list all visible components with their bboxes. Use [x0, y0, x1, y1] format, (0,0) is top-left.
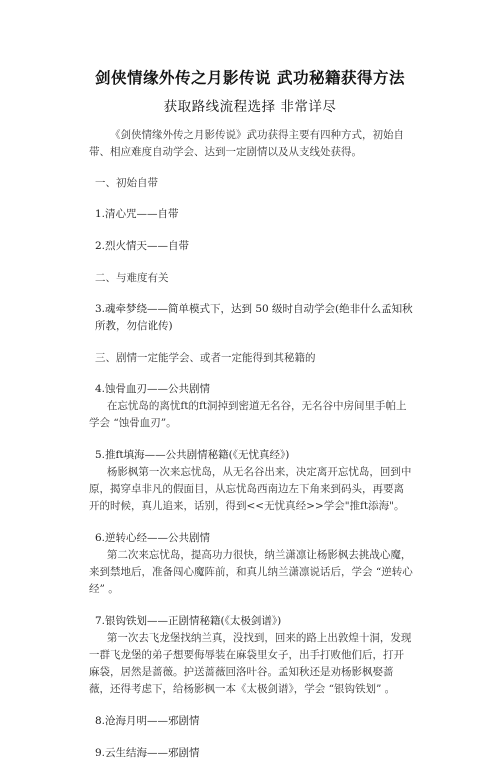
- list-item: [89, 238, 414, 255]
- item-heading: 8.沧海月明——邪剧情: [95, 715, 200, 727]
- list-item: [89, 613, 414, 698]
- item-heading: 1.清心咒——自带: [95, 208, 179, 220]
- list-item: [89, 206, 414, 223]
- list-item: [89, 530, 414, 598]
- section-heading: 三、剧情一定能学会、或者一定能得到其秘籍的: [95, 352, 316, 364]
- list-item: [89, 447, 414, 515]
- list-item: [89, 713, 414, 730]
- list-item: [89, 381, 414, 432]
- item-heading: 5.推ft填海——公共剧情秘籍(《无忧真经》): [95, 449, 290, 461]
- item-heading: 3.魂牵梦绕——简单模式下，达到 50 级时自动学会(绝非什么孟知秋所教，勿信讹传): [95, 303, 413, 332]
- item-body: 杨影枫第一次来忘忧岛，从无名谷出来，决定离开忘忧岛，回到中原，揭穿卓非凡的假面目，从忘忧岛西南边左下角来到码头，再要离开的时候，真儿追来，话别，得到<<无忧真经>>学会"推ft添海"。: [89, 466, 412, 512]
- item-heading: 7.银钩铁划——正剧情秘籍(《太极剑谱》): [95, 615, 282, 627]
- item-body: 在忘忧岛的离忧ft的ft洞掉到密道无名谷，无名谷中房间里手帕上学会 “蚀骨血刃”。: [89, 400, 407, 429]
- item-heading: 2.烈火情天——自带: [95, 240, 190, 252]
- list-item: [89, 301, 414, 335]
- item-body: 第一次去飞龙堡找纳兰真，没找到，回来的路上出敦煌十洞，发现一群飞龙堡的弟子想要侮辱装在麻袋里女子，出手打败他们后，打开麻袋，居然是蔷薇。护送蔷薇回洛叶谷。孟知秋还是劝杨影枫娶蔷薇，还得考虑下，给杨影枫一本《太极剑谱》，学会 “银钩铁划” 。: [89, 632, 412, 695]
- item-body: 第二次来忘忧岛，提高功力很快，纳兰潇凛让杨影枫去挑战心魔，来到禁地后，准备闯心魔阵前，和真儿纳兰潇凛说话后，学会 “逆转心经” 。: [89, 549, 413, 595]
- document-title: 剑侠情缘外传之月影传说 武功秘籍获得方法: [95, 68, 405, 87]
- section-heading: 一、初始自带: [95, 177, 158, 189]
- section-heading: 二、与难度有关: [95, 272, 169, 284]
- item-heading: 6.逆转心经——公共剧情: [95, 532, 211, 544]
- document-body: [89, 127, 414, 777]
- item-heading: 4.蚀骨血刃——公共剧情: [95, 383, 211, 395]
- intro-paragraph: 《剑侠情缘外传之月影传说》武功获得主要有四种方式，初始自带、相应难度自动学会、达到一定剧情以及从支线处获得。: [89, 129, 404, 158]
- document-subtitle: 获取路线流程选择 非常详尽: [163, 99, 337, 115]
- item-heading: 9.云生结海——邪剧情: [95, 747, 200, 759]
- list-item: [89, 745, 414, 762]
